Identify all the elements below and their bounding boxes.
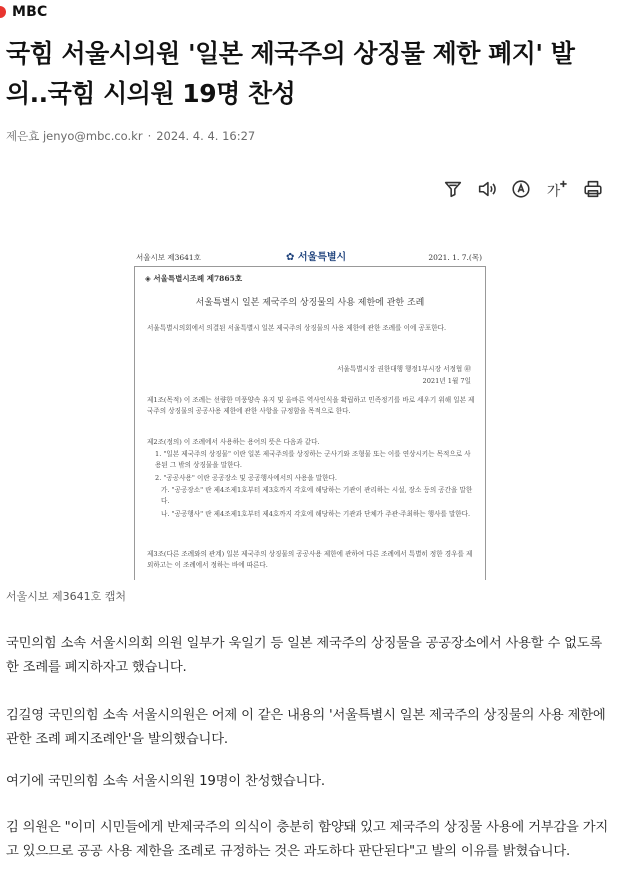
article-paragraph: 여기에 국민의힘 소속 서울시의원 19명이 찬성했습니다. [6, 774, 325, 789]
font-size-icon [546, 178, 568, 200]
article-headline: 국힘 서울시의원 '일본 제국주의 상징물 제한 폐지' 발의..국힘 시의원 19명 찬성 [6, 39, 575, 108]
summary-button[interactable] [440, 176, 466, 202]
seal-text: 서울특별시 [297, 252, 347, 263]
byline-separator: · [147, 129, 152, 143]
listen-button[interactable] [474, 176, 500, 202]
ordinance-article-2-item-2-ga: 가. "공공장소" 란 제4조제1호부터 제3호까지 각호에 해당하는 기관이 관리하는 시설, 장소 등의 공간을 말한다. [161, 486, 473, 505]
speaker-icon [476, 178, 498, 200]
figure-caption: 서울시보 제3641호 캡처 [6, 590, 126, 603]
gazette-date: 2021. 1. 7.(목) [428, 253, 482, 262]
publish-datetime: 2024. 4. 4. 16:27 [156, 129, 256, 143]
print-icon [582, 178, 604, 200]
gazette-header [136, 248, 484, 266]
translate-button[interactable] [508, 176, 534, 202]
article-paragraph: 김 의원은 "이미 시민들에게 반제국주의 의식이 충분히 함양돼 있고 제국주의 상징물 사용에 거부감을 가지고 있으므로 공공 사용 제한을 조례로 규정하는 것은 과도하다 판단된다"고 발의 이유를 밝혔습니다. [6, 820, 608, 859]
ordinance-article-2-item-2: 2. "공공사용" 이란 공공장소 및 공공행사에서의 사용을 말한다. [155, 474, 337, 482]
ordinance-box [134, 266, 486, 580]
print-button[interactable] [580, 176, 606, 202]
ordinance-number: ◈ 서울특별시조례 제7865호 [145, 274, 243, 283]
summary-icon [442, 178, 464, 200]
ordinance-article-2: 제2조(정의) 이 조례에서 사용하는 용어의 뜻은 다음과 같다. [147, 438, 320, 446]
mbc-logo-icon[interactable] [0, 6, 6, 18]
ordinance-preamble: 서울특별시의회에서 의결된 서울특별시 일본 제국주의 상징물의 사용 제한에 관한 조례를 이에 공포한다. [147, 324, 447, 332]
article-figure-image[interactable] [128, 240, 492, 580]
author[interactable]: 제은효 jenyo@mbc.co.kr [6, 129, 143, 143]
top-bar [0, 0, 618, 26]
ordinance-article-2-item-1: 1. "일본 제국주의 상징물" 이란 일본 제국주의를 상징하는 군사기와 조형물 또는 이를 연상시키는 목적으로 사용된 그 밖의 상징물을 말한다. [155, 450, 471, 469]
article-paragraph: 김길영 국민의힘 소속 서울시의원은 어제 이 같은 내용의 '서울특별시 일본 제국주의 상징물의 사용 제한에 관한 조례 폐지조례안'을 발의했습니다. [6, 708, 606, 747]
svg-text:가: 가 [546, 183, 561, 200]
ordinance-article-3: 제3조(다른 조례와의 관계) 일본 제국주의 상징물의 공공사용 제한에 관하여 다른 조례에서 특별히 정한 경우를 제외하고는 이 조례에서 정하는 바에 따른다. [147, 550, 473, 569]
ordinance-article-1: 제1조(목적) 이 조례는 선량한 미풍양속 유지 및 올바른 역사인식을 확립하고 민족정기를 바로 세우기 위해 일본 제국주의 상징물의 공공사용 제한에 관한 사항을 규정함을 목적으로 한다. [147, 396, 475, 415]
translate-icon [510, 178, 532, 200]
ordinance-article-2-item-2-na: 나. "공공행사" 란 제4조제1호부터 제4호까지 각호에 해당하는 기관과 단체가 주관·주최하는 행사를 말한다. [161, 510, 471, 518]
article-paragraph: 국민의힘 소속 서울시의회 의원 일부가 욱일기 등 일본 제국주의 상징물을 공공장소에서 사용할 수 없도록 한 조례를 폐지하자고 했습니다. [6, 636, 603, 675]
font-size-button[interactable] [544, 176, 570, 202]
ordinance-signatory: 서울특별시장 권한대행 행정1부시장 서정협 ㊞ [337, 365, 471, 373]
ordinance-sign-date: 2021년 1월 7일 [422, 377, 471, 385]
gazette-volume: 서울시보 제3641호 [136, 253, 201, 262]
article-toolbar [440, 176, 610, 202]
mbc-logo-text[interactable]: MBC [12, 4, 48, 20]
ordinance-title: 서울특별시 일본 제국주의 상징물의 사용 제한에 관한 조례 [195, 298, 425, 308]
seoul-city-seal: ✿ 서울특별시 [286, 252, 347, 263]
article-byline [6, 128, 255, 144]
